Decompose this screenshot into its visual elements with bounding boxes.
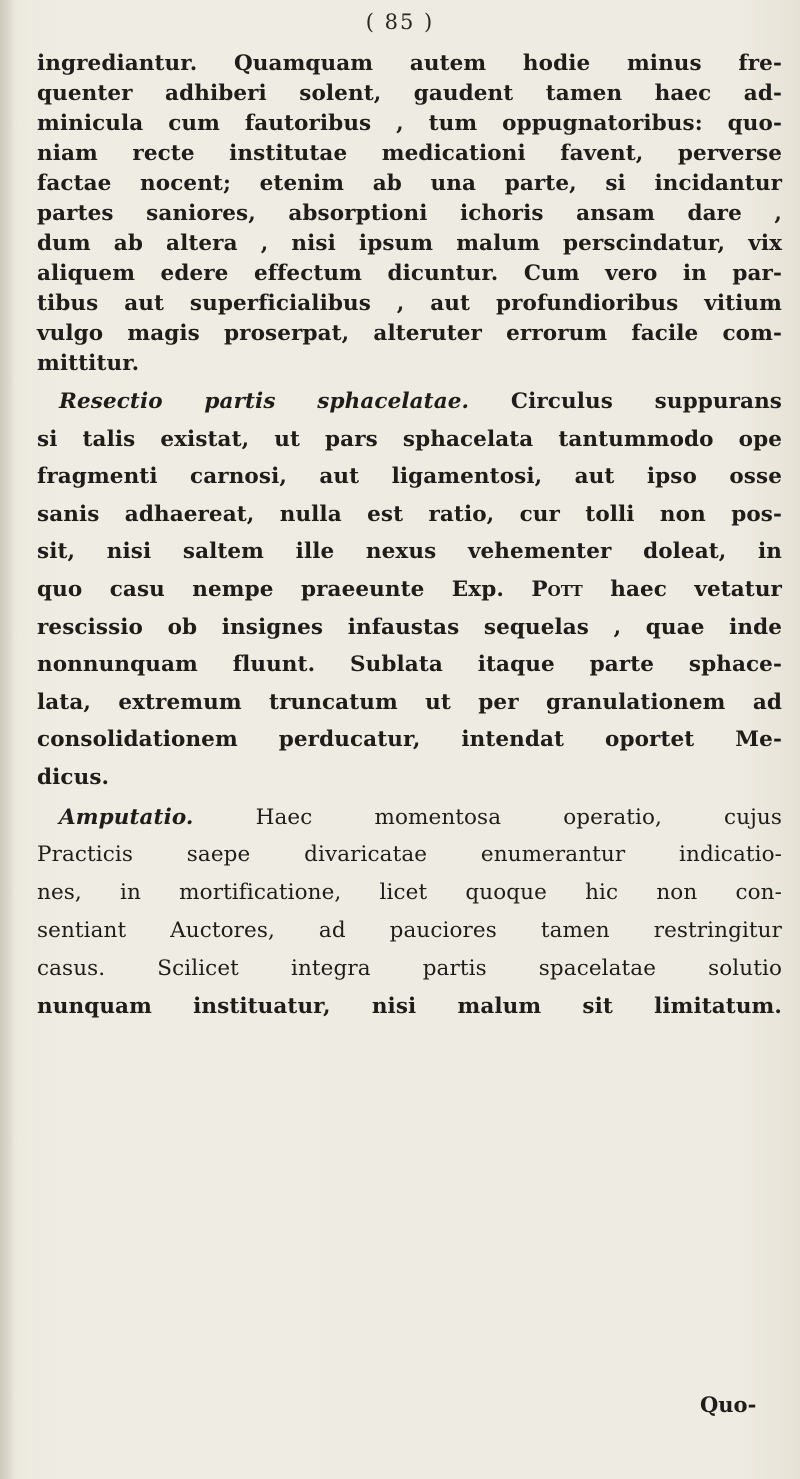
text-line: sanis adhaereat, nulla est ratio, cur tolli non pos- [37,501,782,527]
text-line: dicus. [37,764,110,790]
text-line [37,571,782,609]
text-line: partes saniores, absorptioni ichoris ansam dare , [37,201,782,226]
text-line: lata, extremum truncatum ut per granulationem ad [37,689,782,715]
text-line: tibus aut superficialibus , aut profundioribus vitium [37,291,782,316]
text-line: factae nocent; etenim ab una parte, si incidantur [37,171,782,196]
text-line [37,383,782,421]
text-line: si talis existat, ut pars sphacelata tantummodo ope [37,426,782,452]
text-line: ingrediantur. Quamquam autem hodie minus fre- [37,51,782,76]
text-line: nonnunquam fluunt. Sublata itaque parte sphace- [37,652,782,678]
paragraph-2 [37,383,782,797]
text-line: casus. Scilicet integra partis spacelatae solutio [37,955,782,981]
section-heading: Amputatio. [59,804,194,830]
page-number: ( 85 ) [365,10,435,34]
heading-continuation: Circulus suppurans [510,389,783,414]
text-line: mittitur. [37,351,140,376]
text-line: Practicis saepe divaricatae enumerantur indicatio- [37,842,782,868]
text-block [37,49,782,1025]
pott-line-prefix: quo casu nempe praeeunte Exp. [37,576,504,602]
text-line: dum ab altera , nisi ipsum malum perscindatur, vix [37,231,782,256]
text-line: rescissio ob insignes infaustas sequelas , quae inde [37,614,782,640]
text-line: quenter adhiberi solent, gaudent tamen haec ad- [37,81,782,106]
text-line: minicula cum fautoribus , tum oppugnatoribus: quo- [37,111,782,136]
gutter-shadow [0,0,14,1479]
paragraph-1 [37,49,782,379]
text-line: nunquam instituatur, nisi malum sit limitatum. [37,993,782,1019]
heading-continuation: Haec momentosa operatio, cujus [255,804,782,830]
pott-line-suffix: haec vetatur [610,576,782,602]
text-line: sit, nisi saltem ille nexus vehementer doleat, in [37,539,782,565]
text-line: fragmenti carnosi, aut ligamentosi, aut ipso osse [37,464,782,490]
text-line: sentiant Auctores, ad pauciores tamen restringitur [37,917,782,943]
author-name: Pott [531,576,583,602]
text-line: niam recte institutae medicationi favent, perverse [37,141,782,166]
text-line: aliquem edere effectum dicuntur. Cum vero in par- [37,261,782,286]
paragraph-3 [37,799,782,1026]
text-line: vulgo magis proserpat, alteruter errorum facile com- [37,321,782,346]
section-heading: Resectio partis sphacelatae. [59,389,470,414]
text-line: consolidationem perducatur, intendat oportet Me- [37,727,782,753]
text-line: nes, in mortificatione, licet quoque hic non con- [37,880,782,906]
catchword: Quo- [700,1392,757,1417]
text-line [37,799,782,837]
